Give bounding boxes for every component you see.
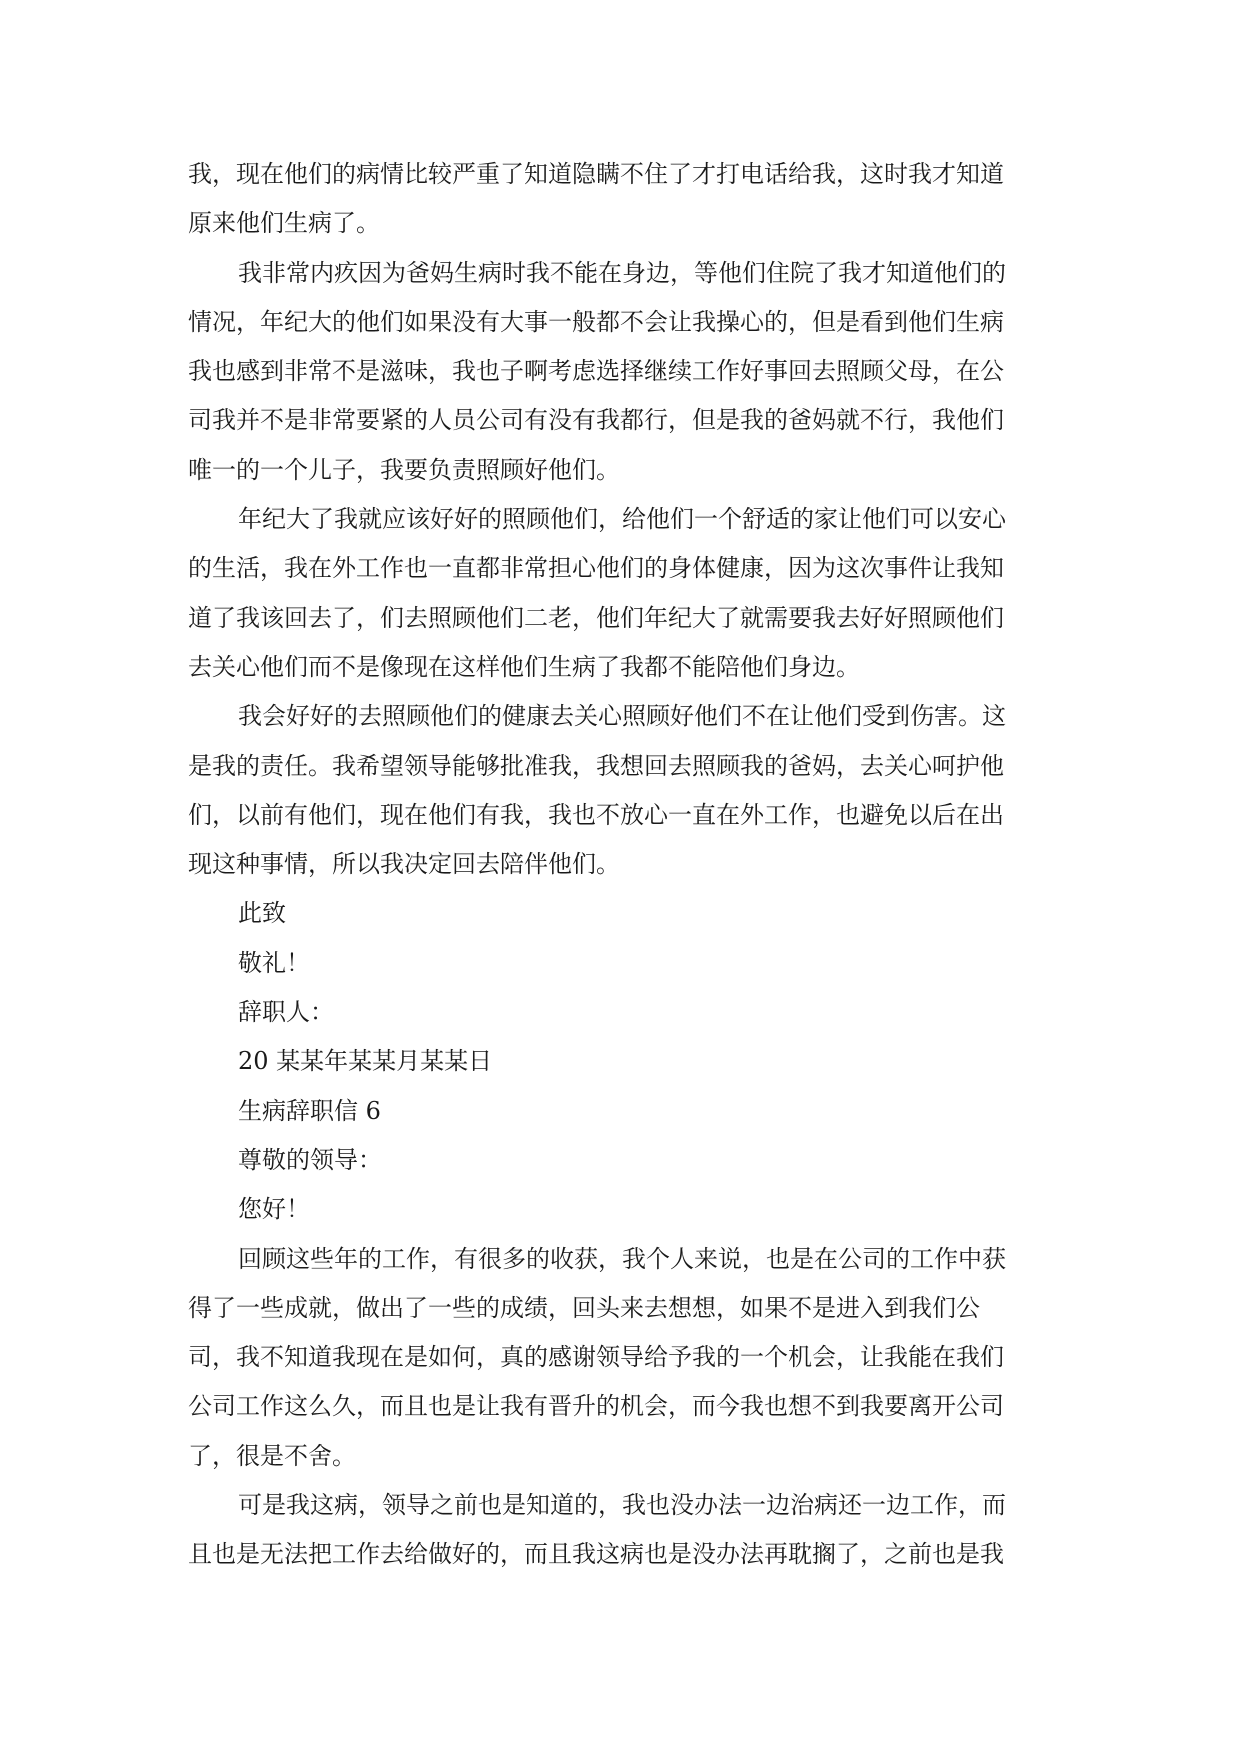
text-line: 去关心他们而不是像现在这样他们生病了我都不能陪他们身边。 [188, 652, 860, 681]
text-line: 您好！ [238, 1195, 310, 1224]
text-line: 现这种事情，所以我决定回去陪伴他们。 [188, 850, 620, 879]
text-line: 我会好好的去照顾他们的健康去关心照顾好他们不在让他们受到伤害。这 [238, 702, 1006, 731]
text-line: 公司工作这么久，而且也是让我有晋升的机会，而今我也想不到我要离开公司 [188, 1392, 1004, 1421]
text-line: 辞职人： [238, 998, 334, 1027]
text-line: 我，现在他们的病情比较严重了知道隐瞒不住了才打电话给我，这时我才知道 [188, 160, 1004, 188]
text-line: 了，很是不舍。 [188, 1441, 356, 1470]
text-line: 我非常内疚因为爸妈生病时我不能在身边，等他们住院了我才知道他们的 [238, 258, 1006, 287]
text-line: 年纪大了我就应该好好的照顾他们，给他们一个舒适的家让他们可以安心 [238, 505, 1006, 534]
text-line: 可是我这病，领导之前也是知道的，我也没办法一边治病还一边工作，而 [238, 1491, 1006, 1520]
text-line: 此致 [238, 899, 286, 928]
text-line: 原来他们生病了。 [188, 209, 380, 238]
text-line: 且也是无法把工作去给做好的，而且我这病也是没办法再耽搁了，之前也是我 [188, 1540, 1004, 1569]
text-line: 的生活，我在外工作也一直都非常担心他们的身体健康，因为这次事件让我知 [188, 554, 1004, 583]
text-line: 我也感到非常不是滋味，我也子啊考虑选择继续工作好事回去照顾父母，在公 [188, 357, 1004, 386]
text-line: 情况，年纪大的他们如果没有大事一般都不会让我操心的，但是看到他们生病 [188, 307, 1004, 336]
text-line: 道了我该回去了，们去照顾他们二老，他们年纪大了就需要我去好好照顾他们 [188, 603, 1004, 632]
text-line: 们，以前有他们，现在他们有我，我也不放心一直在外工作，也避免以后在出 [188, 800, 1004, 829]
text-line: 是我的责任。我希望领导能够批准我，我想回去照顾我的爸妈，去关心呵护他 [188, 751, 1004, 780]
text-line: 敬礼！ [238, 948, 310, 977]
text-line: 生病辞职信 6 [238, 1096, 381, 1125]
text-line: 回顾这些年的工作，有很多的收获，我个人来说，也是在公司的工作中获 [238, 1244, 1006, 1273]
text-line: 司，我不知道我现在是如何，真的感谢领导给予我的一个机会，让我能在我们 [188, 1343, 1004, 1372]
text-line: 尊敬的领导： [238, 1145, 382, 1174]
text-line: 司我并不是非常要紧的人员公司有没有我都行，但是我的爸妈就不行，我他们 [188, 406, 1004, 435]
text-line: 唯一的一个儿子，我要负责照顾好他们。 [188, 455, 620, 484]
text-line: 20 某某年某某月某某日 [238, 1047, 493, 1076]
text-line: 得了一些成就，做出了一些的成绩，回头来去想想，如果不是进入到我们公 [188, 1293, 980, 1322]
letter-body [188, 150, 1048, 1580]
